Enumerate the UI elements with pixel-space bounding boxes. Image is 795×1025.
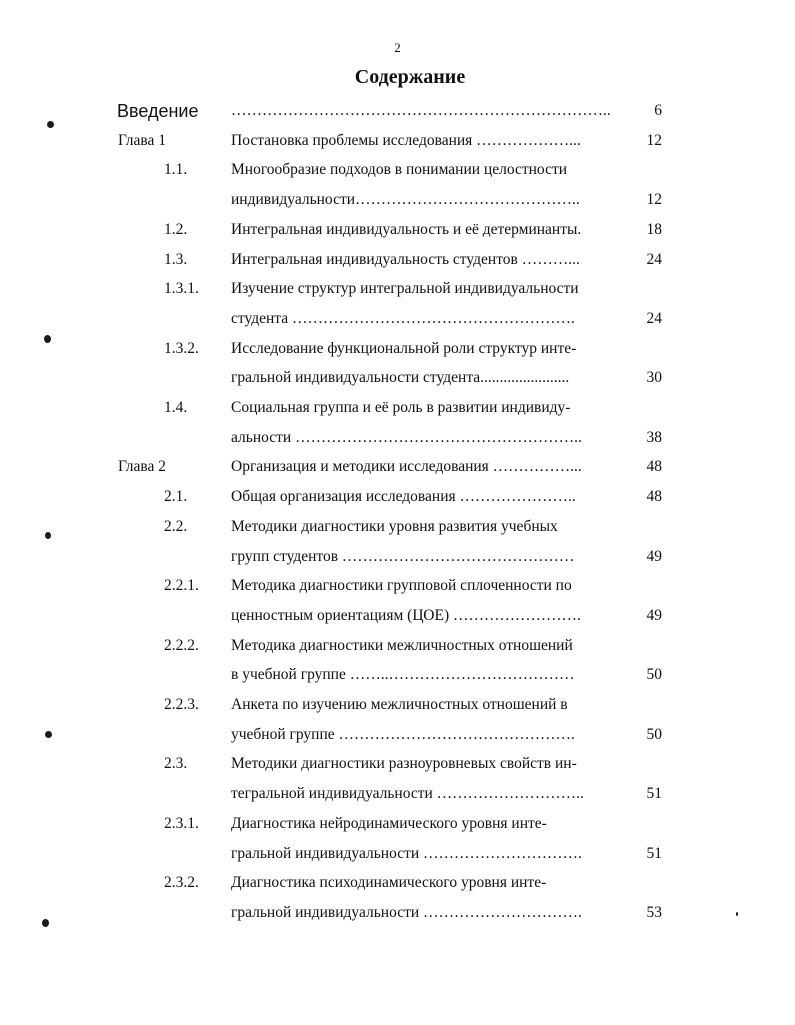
toc-entry-title: Диагностика нейродинамического уровня инте- [231,814,547,832]
toc-entry-page: 49 [646,606,662,624]
toc-entry-title: Социальная группа и её роль в развитии индивиду- [231,399,571,416]
toc-row [0,575,795,597]
toc-entry-number: 1.3.1. [164,280,199,298]
toc-entry-number: 1.1. [164,161,188,179]
toc-entry-number: Глава 2 [118,458,167,476]
toc-row [0,813,795,835]
toc-entry-title: Диагностика психодинамического уровня инте- [231,874,547,892]
toc-row [0,338,795,360]
toc-row [0,427,795,449]
toc-row [0,546,795,568]
toc-entry-title: Интегральная индивидуальность студентов ………... [231,250,580,268]
toc-row [0,605,795,627]
toc-row [0,694,795,716]
toc-entry-page: 30 [646,369,662,387]
toc-entry-page: 48 [646,488,662,506]
toc-entry-title: гральной индивидуальности …………………………. [231,844,582,862]
toc-entry-number: 1.3. [164,250,188,268]
toc-entry-title: Методики диагностики уровня развития учебных [231,517,558,535]
toc-entry-title: Постановка проблемы исследования ………………... [231,131,581,149]
toc-entry-title: гральной индивидуальности …………………………. [231,903,582,921]
page-number: 2 [394,40,401,55]
toc-entry-page: 50 [646,666,662,684]
toc-entry-page: 18 [646,220,662,238]
toc-row [0,516,795,538]
toc-entry-title: Анкета по изучению межличностных отношений в [231,696,568,713]
toc-row [0,100,795,122]
toc-row [0,664,795,686]
toc-entry-page: 51 [646,785,662,803]
toc-row [0,783,795,805]
toc-row [0,367,795,389]
toc-entry-title: гральной индивидуальности студента....................... [231,369,570,387]
toc-row [0,724,795,746]
toc-entry-title: Исследование функциональной роли структур инте- [231,339,577,357]
toc-entry-number: 2.3.2. [164,874,199,892]
toc-entry-title: Методики диагностики разноуровневых свойств ин- [231,755,577,773]
toc-entry-number: Введение [117,101,199,121]
toc-row [0,130,795,152]
toc-entry-number: 2.2.1. [164,577,199,595]
toc-row [0,278,795,300]
toc-row [0,635,795,657]
toc-row [0,397,795,419]
toc-row [0,308,795,330]
toc-entry-number: 1.3.2. [164,339,199,357]
toc-entry-page: 50 [646,725,662,743]
toc-entry-page: 12 [646,131,662,149]
toc-entry-title: ценностным ориентациям (ЦОЕ) ……………………. [231,606,581,624]
scan-mark [45,532,51,539]
toc-entry-page: 24 [646,309,662,327]
scan-mark [47,121,54,128]
toc-entry-title: Организация и методики исследования ……………... [231,458,582,476]
toc-row [0,486,795,508]
toc-entry-title: альности ……………………………………………….. [231,428,582,446]
toc-entry-page: 49 [646,547,662,565]
toc-row [0,159,795,181]
scan-mark [42,919,49,927]
toc-row [0,872,795,894]
toc-row [0,902,795,924]
toc-entry-title: Многообразие подходов в понимании целостности [231,161,568,179]
toc-entry-number: 2.2. [164,517,188,535]
scan-mark [44,335,51,343]
toc-row [0,753,795,775]
toc-entry-number: 2.3.1. [164,814,199,832]
toc-entry-title: Интегральная индивидуальность и её детерминанты. [231,220,582,238]
toc-entry-title: Общая организация исследования ………………….. [231,488,576,506]
toc-entry-page: 53 [646,903,662,921]
toc-entry-number: 1.2. [164,220,188,238]
toc-entry-number: 2.2.3. [164,696,199,713]
toc-entry-title: Методика диагностики групповой сплоченности по [231,577,572,595]
toc-entry-page: 6 [654,102,662,119]
toc-entry-title: ……………………………………………………………….. [231,102,611,119]
toc-heading: Содержание [354,66,466,88]
scan-mark [45,731,52,738]
toc-entry-title: Изучение структур интегральной индивидуальности [231,280,579,298]
toc-entry-title: Методика диагностики межличностных отношений [231,636,573,654]
toc-row [0,456,795,478]
toc-entry-page: 51 [646,844,662,862]
toc-entry-page: 12 [646,191,662,209]
toc-entry-title: групп студентов ……………………………………… [231,547,575,565]
toc-entry-number: 2.2.2. [164,636,199,654]
toc-row [0,843,795,865]
toc-row [0,249,795,271]
toc-row [0,219,795,241]
toc-entry-title: тегральной индивидуальности ……………………….. [231,785,584,803]
toc-entry-number: 1.4. [164,399,188,416]
toc-row [0,189,795,211]
toc-entry-number: 2.1. [164,488,188,506]
toc-entry-title: студента ………………………………………………. [231,309,575,327]
toc-entry-page: 38 [646,428,662,446]
toc-entry-title: учебной группе ………………………………………. [231,725,575,743]
toc-entry-title: индивидуальности…………………………………….. [231,191,580,209]
toc-entry-number: 2.3. [164,755,188,773]
toc-entry-page: 48 [646,458,662,476]
toc-entry-page: 24 [646,250,662,268]
scan-mark [736,912,738,916]
toc-entry-title: в учебной группе ……..……………………………… [231,666,575,684]
toc-entry-number: Глава 1 [118,131,167,149]
